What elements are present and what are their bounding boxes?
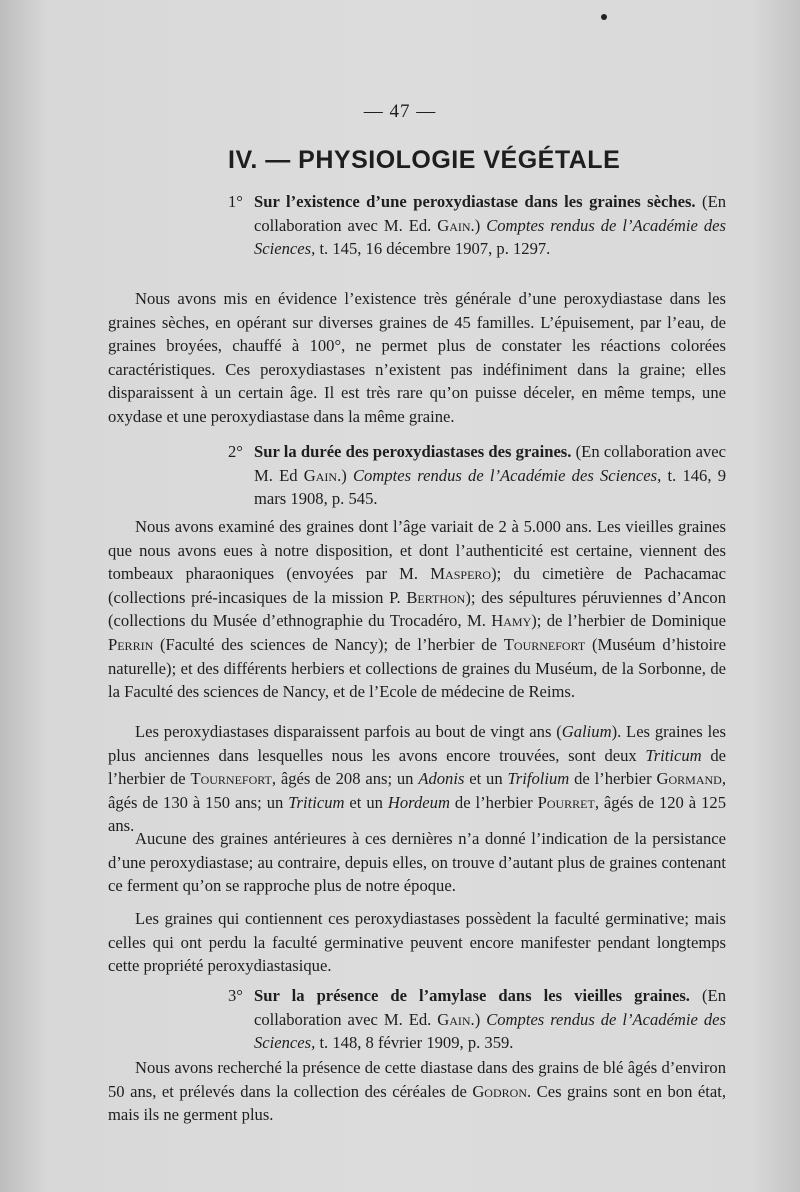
entry-1: 1° Sur l’existence d’une peroxydiastase dans les graines sèches. (En collaboration avec M. Ed. Gain.) Comptes rendus de l’Académie des Sciences, t. 145, 16 décembre 1907, p. 1297.	[228, 192, 727, 259]
paragraph-5: Les graines qui contiennent ces peroxydiastases possèdent la faculté germinative; mais celles qui ont perdu la faculté germinative peuvent encore manifester pendant longtemps cette propriété peroxydiastasique.	[108, 909, 726, 976]
entry-2: 2° Sur la durée des peroxydiastases des graines. (En collaboration avec M. Ed Gain.) Comptes rendus de l’Académie des Sciences, t. 146, 9 mars 1908, p. 545.	[228, 442, 726, 509]
entry-1-number: 1°	[228, 192, 243, 211]
entry-3-number: 3°	[228, 986, 243, 1005]
entry-2-title: Sur la durée des peroxydiastases des graines.	[254, 442, 572, 461]
name-berthon: Berthon	[406, 587, 466, 607]
paragraph-2: Nous avons examiné des graines dont l’âge variait de 2 à 5.000 ans. Les vieilles graines que nous avons eues à notre disposition, et dont l’authenticité est certaine, viennent des tombeaux pharaoniques (envoyées par M. Maspero); du cimetière de Pachacamac (collections pré-incasiques de la mission P. Berthon); des sépultures péruviennes d’Ancon (collections du Musée d’ethnographie du Trocadéro, M. Hamy); de l’herbier de Dominique Perrin (Faculté des sciences de Nancy); de l’herbier de Tournefort (Muséum d’histoire naturelle); et des différents herbiers et collections de graines du Muséum, de la Sorbonne, de la Faculté des sciences de Nancy, et de l’Ecole de médecine de Reims.	[108, 517, 726, 702]
name-godron: Godron	[472, 1081, 527, 1101]
paragraph-3: Les peroxydiastases disparaissent parfois au bout de vingt ans (Galium). Les graines les plus anciennes dans lesquelles nous les avons encore trouvées, sont deux Triticum de l’herbier de Tournefort, âgés de 208 ans; un Adonis et un Trifolium de l’herbier Gormand, âgés de 130 à 150 ans; un Triticum et un Hordeum de l’herbier Pourret, âgés de 120 à 125 ans.	[108, 722, 727, 836]
entry-3-journal: Comptes rendus de l’Académie des Sciences,	[254, 1009, 726, 1053]
entry-1-collab-name: Gain	[437, 215, 471, 235]
entry-2-collab-name: Gain	[303, 465, 338, 485]
page-number: — 47 —	[363, 101, 437, 122]
paragraph-4: Aucune des graines antérieures à ces dernières n’a donné l’indication de la persistance d’une peroxydiastase; au contraire, depuis elles, on trouve d’autant plus de graines contenant ce ferment qu’on se rapproche plus de notre époque.	[108, 829, 726, 896]
entry-1-collab: (En collaboration avec M. Ed.	[254, 192, 727, 235]
name-maspero: Maspero	[430, 564, 492, 584]
section-title: IV. — PHYSIOLOGIE VÉGÉTALE	[228, 146, 621, 174]
entry-3-title: Sur la présence de l’amylase dans les vieilles graines.	[254, 986, 690, 1005]
name-perrin: Perrin	[108, 634, 154, 654]
name-hamy: Hamy	[491, 611, 532, 631]
entry-2-number: 2°	[228, 442, 243, 461]
entry-1-journal: Comptes rendus de l’Académie des Sciences,	[254, 215, 726, 259]
entry-3-collab-name: Gain	[437, 1009, 471, 1029]
entry-2-journal: Comptes rendus de l’Académie des Sciences,	[352, 465, 662, 485]
entry-1-title: Sur l’existence d’une peroxydiastase dans les graines sèches.	[254, 192, 696, 211]
name-tournefort: Tournefort	[503, 634, 586, 654]
entry-3-collab: (En collaboration avec M. Ed.	[254, 986, 726, 1029]
paragraph-6: Nous avons recherché la présence de cette diastase dans des grains de blé âgés d’environ 50 ans, et prélevés dans la collection des céréales de Godron. Ces grains sont en bon état, mais ils ne germent plus.	[108, 1058, 727, 1125]
entry-1-ref: t. 145, 16 décembre 1907, p. 1297.	[319, 239, 551, 259]
entry-2-collab: (En collaboration avec M. Ed	[254, 442, 726, 485]
ink-dot	[601, 14, 607, 20]
entry-3: 3° Sur la présence de l’amylase dans les vieilles graines. (En collaboration avec M. Ed. Gain.) Comptes rendus de l’Académie des Sciences, t. 148, 8 février 1909, p. 359.	[228, 986, 726, 1053]
entry-3-ref: t. 148, 8 février 1909, p. 359.	[319, 1033, 514, 1053]
paragraph-1: Nous avons mis en évidence l’existence très générale d’une peroxydiastase dans les graines sèches, en opérant sur diverses graines de 45 familles. L’épuisement, par l’eau, de graines broyées, chauffé à 100°, ne permet plus de constater les réactions colorées caractéristiques. Ces peroxydiastases n’existent pas indéfiniment dans la graine; elles disparaissent à un certain âge. Il est très rare qu’on puisse déceler, en même temps, une oxydase et une peroxydiastase dans la même graine.	[108, 289, 726, 426]
entry-2-ref: t. 146, 9 mars 1908, p. 545.	[254, 465, 726, 509]
